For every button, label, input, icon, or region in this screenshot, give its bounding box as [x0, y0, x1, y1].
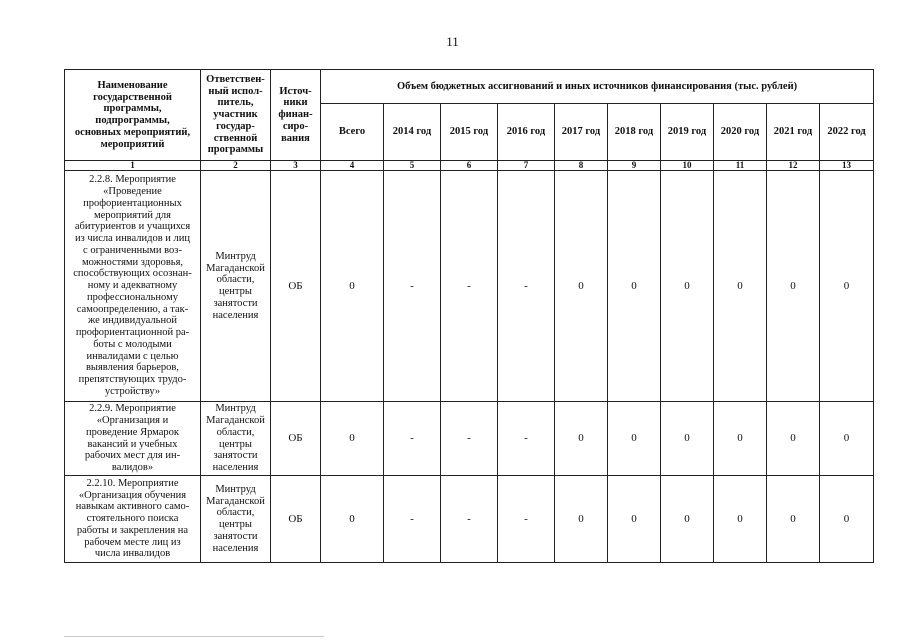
page-edge-rule [64, 636, 324, 637]
text-line: области, [216, 426, 255, 438]
text-line: из числа инвалидов и лиц [74, 233, 191, 245]
text-line: занятости [213, 297, 258, 309]
text-line: ственной [213, 132, 258, 144]
column-number: 3 [271, 161, 321, 171]
budget-value-cell: - [498, 402, 555, 476]
text-line: профессиональному [87, 291, 178, 303]
header-year: 2020 год [714, 104, 767, 161]
text-line: государ- [216, 120, 255, 132]
column-number: 4 [321, 161, 384, 171]
budget-value-cell: 0 [714, 402, 767, 476]
text-line: основных мероприятий, [74, 126, 191, 138]
budget-value-cell: 0 [555, 476, 608, 563]
executor-cell [201, 171, 271, 402]
text-line: Магаданской [206, 415, 265, 426]
header-source [271, 70, 321, 161]
text-line: вакансий и учебных [87, 438, 178, 450]
text-line: инвалидами с целью [86, 350, 179, 362]
column-number: 5 [384, 161, 441, 171]
budget-value-cell: 0 [767, 402, 820, 476]
header-executor [201, 70, 271, 161]
budget-value-cell: 0 [321, 402, 384, 476]
budget-value-cell: - [498, 171, 555, 402]
header-total: Всего [321, 104, 384, 161]
text-line: 2.2.8. Мероприятие [89, 174, 176, 186]
header-year: 2015 год [441, 104, 498, 161]
header-source-text [272, 86, 319, 145]
table-body [65, 161, 874, 563]
budget-value-cell: 0 [555, 402, 608, 476]
header-volume-title: Объем бюджетных ассигнований и иных источников финансирования (тыс. рублей) [321, 70, 874, 104]
budget-value-cell: - [441, 402, 498, 476]
text-line: работы и закрепления на [76, 524, 189, 536]
text-line: вания [281, 132, 310, 144]
executor-cell [201, 476, 271, 563]
page-number: 11 [446, 34, 459, 49]
budget-value-cell: 0 [555, 171, 608, 402]
table-row [65, 476, 874, 563]
text-line: ному и адекватному [87, 280, 178, 292]
text-line: профориентационных [83, 197, 182, 209]
text-line: навыкам активного само- [75, 501, 190, 513]
budget-value-cell: 0 [767, 476, 820, 563]
text-line: боты с молодыми [93, 338, 172, 350]
header-year: 2018 год [608, 104, 661, 161]
column-number-row [65, 161, 874, 171]
text-line: профориентационной ра- [75, 327, 190, 339]
budget-value-cell: 0 [714, 171, 767, 402]
text-line: препятствующих трудо- [78, 374, 187, 386]
text-line: Минтруд [215, 250, 256, 262]
budget-value-cell: - [441, 171, 498, 402]
text-line: самоопределению, а так- [76, 303, 189, 315]
column-number: 12 [767, 161, 820, 171]
funding-source-cell: ОБ [271, 171, 321, 402]
text-line: абитуриентов и учащихся [74, 221, 191, 233]
budget-value-cell: 0 [767, 171, 820, 402]
budget-value-cell: 0 [608, 476, 661, 563]
text-line: программы [207, 144, 264, 156]
column-number: 11 [714, 161, 767, 171]
column-number: 7 [498, 161, 555, 171]
text-line: проведение Ярмарок [86, 426, 179, 438]
text-line: государственной [93, 91, 172, 103]
text-line: населения [212, 309, 259, 321]
budget-value-cell: 0 [820, 171, 874, 402]
activity-name-cell [65, 476, 201, 563]
budget-value-cell: - [384, 402, 441, 476]
table-row [65, 402, 874, 476]
activity-name [66, 478, 199, 560]
text-line: Источ- [279, 85, 312, 97]
header-name [65, 70, 201, 161]
budget-value-cell: 0 [608, 402, 661, 476]
budget-value-cell: 0 [661, 171, 714, 402]
text-line: числа инвалидов [94, 548, 171, 560]
text-line: занятости [213, 530, 258, 542]
budget-value-cell: 0 [820, 402, 874, 476]
column-number: 8 [555, 161, 608, 171]
activity-name-cell [65, 402, 201, 476]
header-year: 2019 год [661, 104, 714, 161]
header-year: 2022 год [820, 104, 874, 161]
budget-value-cell: 0 [608, 171, 661, 402]
column-number: 9 [608, 161, 661, 171]
column-number: 1 [65, 161, 201, 171]
header-year: 2016 год [498, 104, 555, 161]
activity-name [66, 403, 199, 474]
header-year: 2014 год [384, 104, 441, 161]
executor-name [202, 484, 269, 555]
text-line: области, [216, 507, 255, 519]
activity-name [66, 174, 199, 397]
text-line: выявления барьеров, [85, 362, 180, 374]
text-line: области, [216, 274, 255, 286]
text-line: сиро- [282, 120, 309, 132]
text-line: Магаданской [206, 495, 265, 507]
text-line: Минтруд [215, 483, 256, 495]
text-line: питель, [217, 97, 254, 109]
text-line: 2.2.10. Мероприятие [86, 477, 179, 489]
text-line: «Организация и [96, 415, 169, 426]
executor-name [202, 251, 269, 322]
column-number: 10 [661, 161, 714, 171]
executor-cell [201, 402, 271, 476]
text-line: с ограниченными воз- [83, 244, 182, 256]
text-line: участник [213, 109, 258, 121]
text-line: занятости [213, 450, 258, 462]
text-line: способствующих осознан- [73, 268, 192, 280]
text-line: финан- [278, 109, 313, 121]
header-executor-text [202, 74, 269, 156]
column-number: 13 [820, 161, 874, 171]
text-line: мероприятий [100, 138, 165, 150]
budget-value-cell: 0 [321, 476, 384, 563]
budget-value-cell: 0 [661, 476, 714, 563]
budget-value-cell: - [498, 476, 555, 563]
text-line: «Организация обучения [78, 489, 187, 501]
text-line: подпрограммы, [95, 115, 170, 126]
budget-value-cell: 0 [820, 476, 874, 563]
text-line: населения [212, 462, 259, 473]
text-line: валидов» [111, 462, 154, 473]
budget-table [64, 69, 874, 563]
funding-source-cell: ОБ [271, 402, 321, 476]
header-name-text [66, 80, 199, 151]
text-line: центры [219, 519, 252, 530]
activity-name-cell [65, 171, 201, 402]
header-year: 2017 год [555, 104, 608, 161]
text-line: населения [212, 542, 259, 554]
text-line: 2.2.9. Мероприятие [89, 403, 176, 415]
text-line: Наименование [97, 79, 168, 91]
text-line: же индивидуальной [88, 315, 177, 327]
text-line: ники [283, 97, 308, 109]
text-line: Ответствен- [206, 73, 265, 85]
text-line: устройству» [104, 385, 161, 397]
text-line: центры [219, 286, 252, 297]
text-line: Минтруд [215, 403, 256, 415]
header-year: 2021 год [767, 104, 820, 161]
text-line: программы, [103, 103, 162, 115]
budget-value-cell: - [384, 171, 441, 402]
text-line: Магаданской [206, 262, 265, 274]
text-line: мероприятий для [94, 209, 171, 221]
funding-source-cell: ОБ [271, 476, 321, 563]
text-line: рабочем месте лиц из [84, 536, 181, 548]
column-number: 6 [441, 161, 498, 171]
table-row [65, 171, 874, 402]
text-line: рабочих мест для ин- [84, 450, 181, 462]
budget-value-cell: - [384, 476, 441, 563]
budget-value-cell: 0 [321, 171, 384, 402]
column-number: 2 [201, 161, 271, 171]
budget-value-cell: 0 [661, 402, 714, 476]
text-line: стоятельного поиска [86, 513, 179, 525]
text-line: ный испол- [208, 85, 263, 97]
executor-name [202, 403, 269, 474]
budget-value-cell: - [441, 476, 498, 563]
budget-value-cell: 0 [714, 476, 767, 563]
text-line: центры [219, 438, 252, 450]
text-line: «Проведение [103, 186, 162, 198]
text-line: можностями здоровья, [81, 256, 184, 268]
